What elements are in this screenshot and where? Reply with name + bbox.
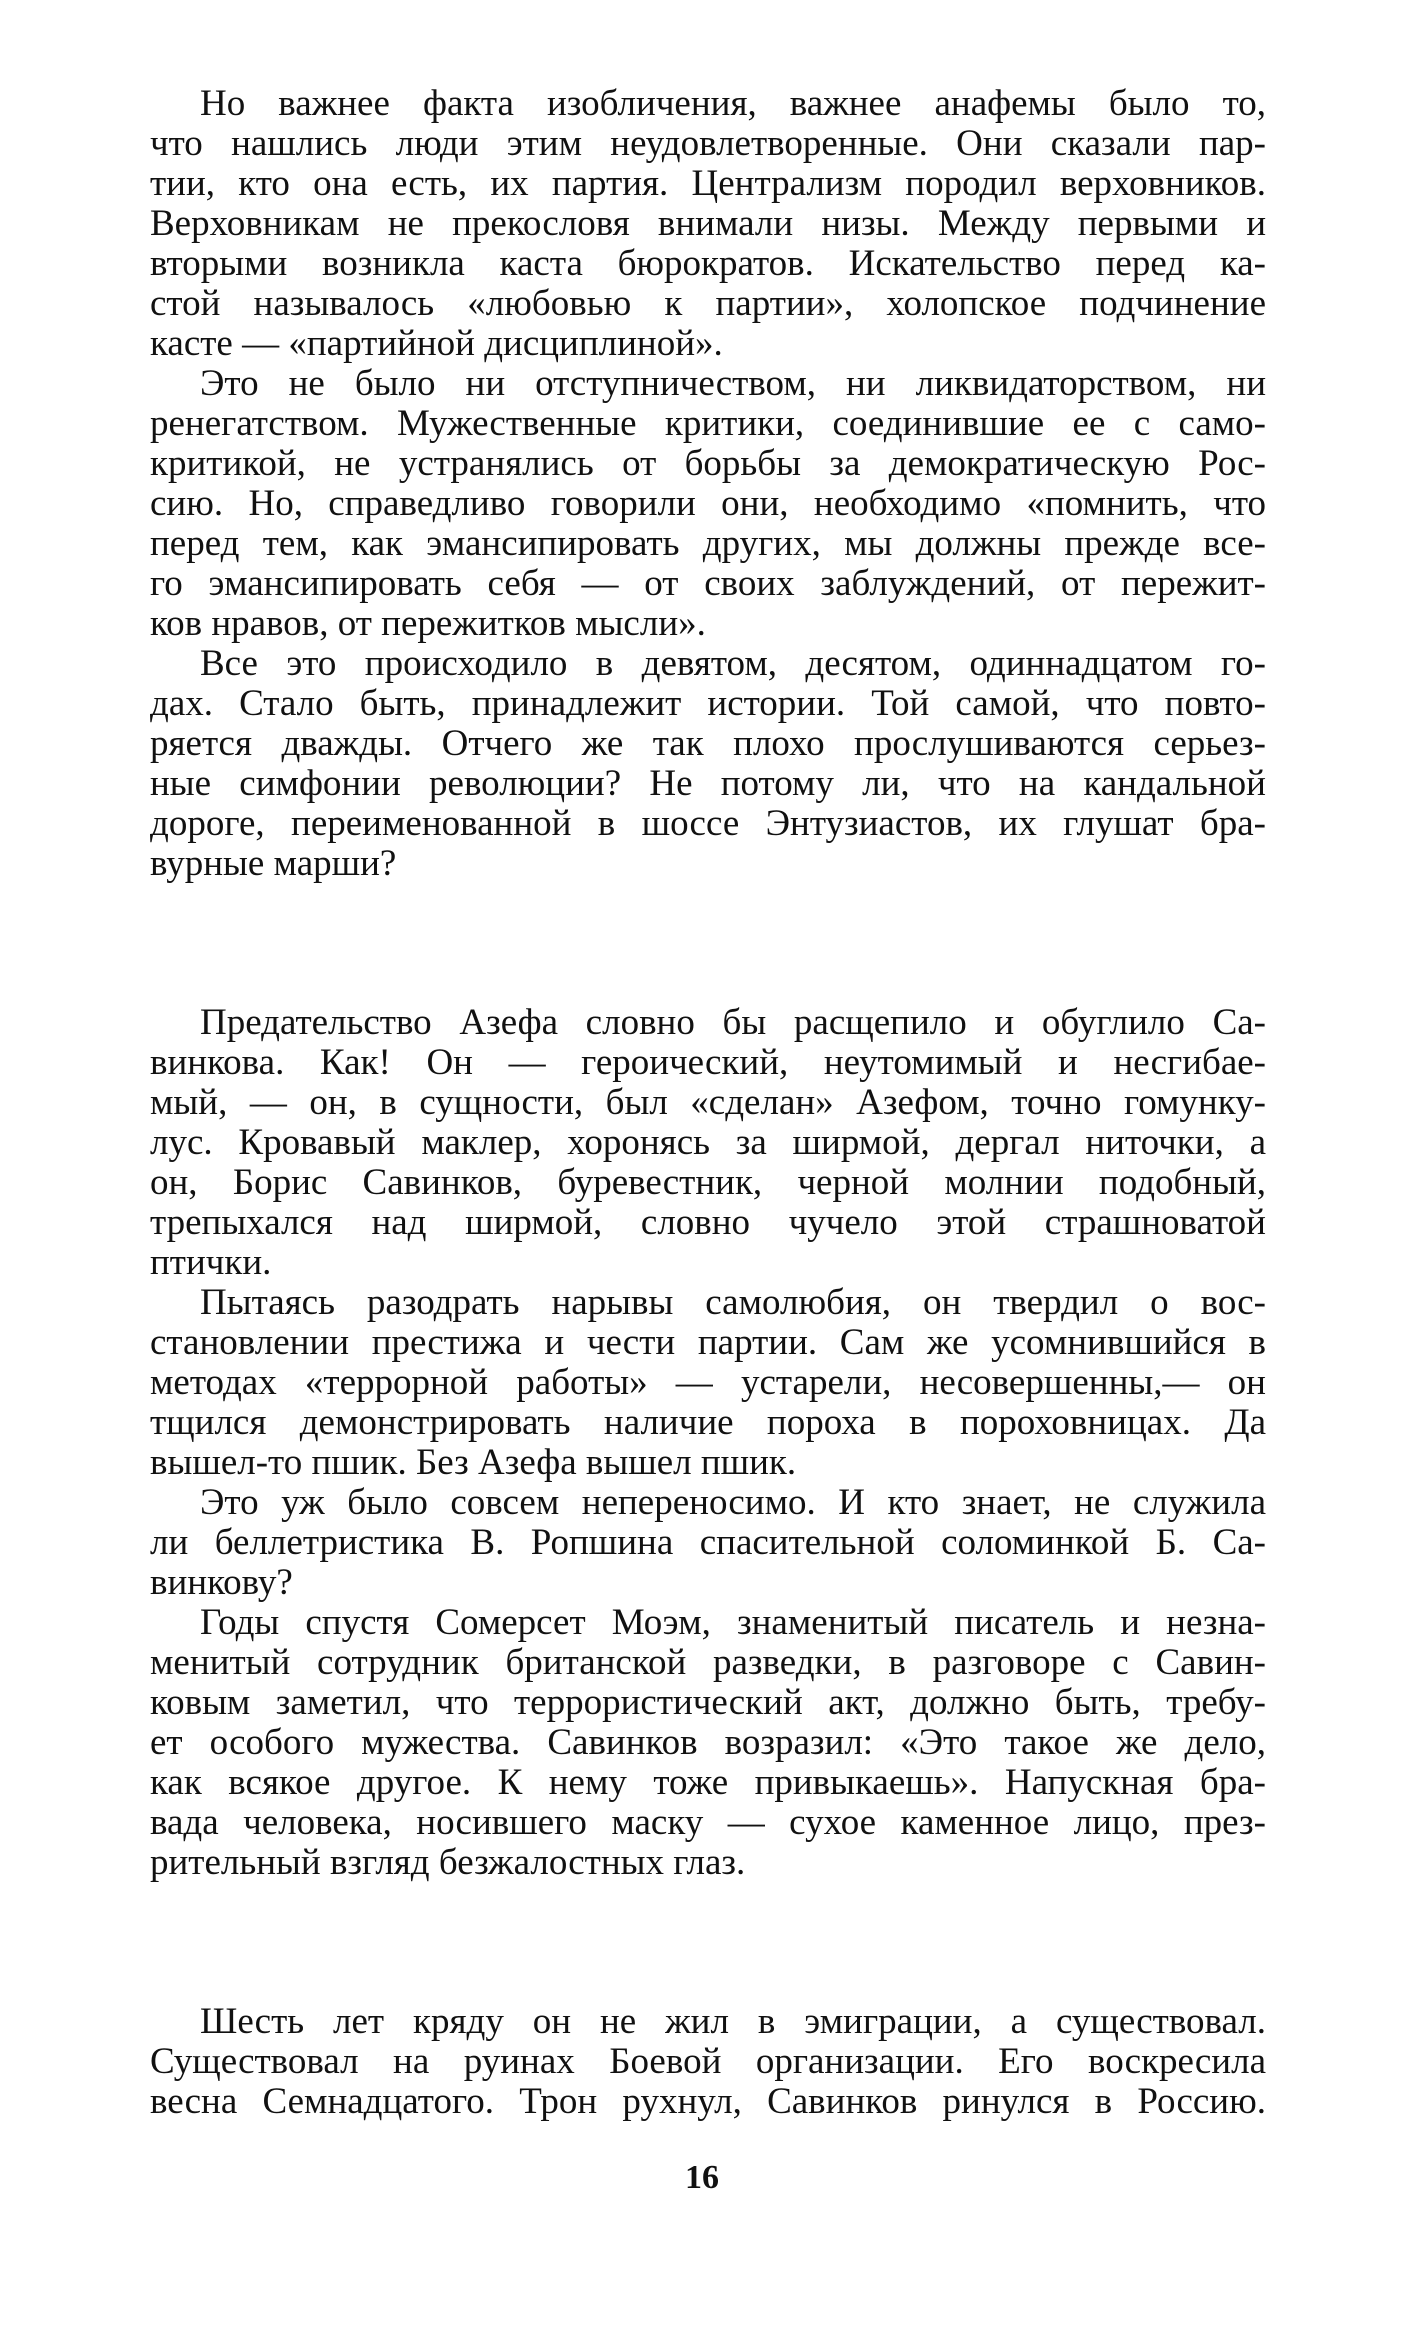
paragraph-line: лус. Кровавый маклер, хоронясь за ширмой, дергал ниточки, а [150, 1122, 1266, 1163]
paragraph-line: ли беллетристика В. Ропшина спасительной соломинкой Б. Са- [150, 1522, 1266, 1563]
paragraph-line: вурные марши? [150, 843, 397, 884]
paragraph-line: сию. Но, справедливо говорили они, необходимо «помнить, что [150, 483, 1266, 524]
paragraph-line: касте — «партийной дисциплиной». [150, 323, 723, 364]
paragraph-line: весна Семнадцатого. Трон рухнул, Савинков ринулся в Россию. [150, 2081, 1266, 2122]
paragraph-line: стой называлось «любовью к партии», холопское подчинение [150, 283, 1266, 324]
paragraph-line: вышел-то пшик. Без Азефа вышел пшик. [150, 1442, 797, 1483]
page-number: 16 [685, 2159, 719, 2196]
paragraph-line: он, Борис Савинков, буревестник, черной молнии подобный, [150, 1162, 1266, 1203]
paragraph-line: Но важнее факта изобличения, важнее анафемы было то, [200, 83, 1266, 124]
paragraph-line: рительный взгляд безжалостных глаз. [150, 1842, 746, 1883]
paragraph-line: становлении престижа и чести партии. Сам же усомнившийся в [150, 1322, 1266, 1363]
paragraph-line: мый, — он, в сущности, был «сделан» Азефом, точно гомунку- [150, 1082, 1266, 1123]
paragraph-line: Это уж было совсем непереносимо. И кто знает, не служила [200, 1482, 1266, 1523]
paragraph-line: трепыхался над ширмой, словно чучело этой страшноватой [150, 1202, 1266, 1243]
paragraph-line: что нашлись люди этим неудовлетворенные. Они сказали пар- [150, 123, 1266, 164]
paragraph-line: ковым заметил, что террористический акт, должно быть, требу- [150, 1682, 1266, 1723]
paragraph-line: винкова. Как! Он — героический, неутомимый и несгибае- [150, 1042, 1266, 1083]
paragraph-line: Годы спустя Сомерсет Моэм, знаменитый писатель и незна- [200, 1602, 1266, 1643]
paragraph-line: го эмансипировать себя — от своих заблуждений, от пережит- [150, 563, 1266, 604]
paragraph-line: вторыми возникла каста бюрократов. Искательство перед ка- [150, 243, 1266, 284]
paragraph-line: ряется дважды. Отчего же так плохо прослушиваются серьез- [150, 723, 1266, 764]
paragraph-line: Все это происходило в девятом, десятом, одиннадцатом го- [200, 643, 1266, 684]
paragraph-line: ков нравов, от пережитков мысли». [150, 603, 706, 644]
paragraph-line: тщился демонстрировать наличие пороха в пороховницах. Да [150, 1402, 1266, 1443]
paragraph-line: ет особого мужества. Савинков возразил: «Это такое же дело, [150, 1722, 1266, 1763]
paragraph-line: перед тем, как эмансипировать других, мы должны прежде все- [150, 523, 1266, 564]
paragraph-line: вада человека, носившего маску — сухое каменное лицо, през- [150, 1802, 1266, 1843]
paragraph-line: критикой, не устранялись от борьбы за демократическую Рос- [150, 443, 1266, 484]
paragraph-line: тии, кто она есть, их партия. Централизм породил верховников. [150, 163, 1266, 204]
paragraph-line: Верховникам не прекословя внимали низы. Между первыми и [150, 203, 1266, 244]
paragraph-line: как всякое другое. К нему тоже привыкаешь». Напускная бра- [150, 1762, 1266, 1803]
paragraph-line: винкову? [150, 1562, 293, 1603]
paragraph-line: Это не было ни отступничеством, ни ликвидаторством, ни [200, 363, 1266, 404]
paragraph-line: дороге, переименованной в шоссе Энтузиастов, их глушат бра- [150, 803, 1266, 844]
paragraph-line: Предательство Азефа словно бы расщепило и обуглило Са- [200, 1002, 1266, 1043]
paragraph-line: ные симфонии революции? Не потому ли, что на кандальной [150, 763, 1266, 804]
paragraph-line: дах. Стало быть, принадлежит истории. Той самой, что повто- [150, 683, 1266, 724]
paragraph-line: Пытаясь разодрать нарывы самолюбия, он твердил о вос- [200, 1282, 1266, 1323]
paragraph-line: птички. [150, 1242, 272, 1283]
paragraph-line: Существовал на руинах Боевой организации. Его воскресила [150, 2041, 1266, 2082]
paragraph-line: Шесть лет кряду он не жил в эмиграции, а существовал. [200, 2001, 1266, 2042]
paragraph-line: методах «террорной работы» — устарели, несовершенны,— он [150, 1362, 1266, 1403]
paragraph-line: ренегатством. Мужественные критики, соединившие ее с само- [150, 403, 1266, 444]
paragraph-line: менитый сотрудник британской разведки, в разговоре с Савин- [150, 1642, 1266, 1683]
